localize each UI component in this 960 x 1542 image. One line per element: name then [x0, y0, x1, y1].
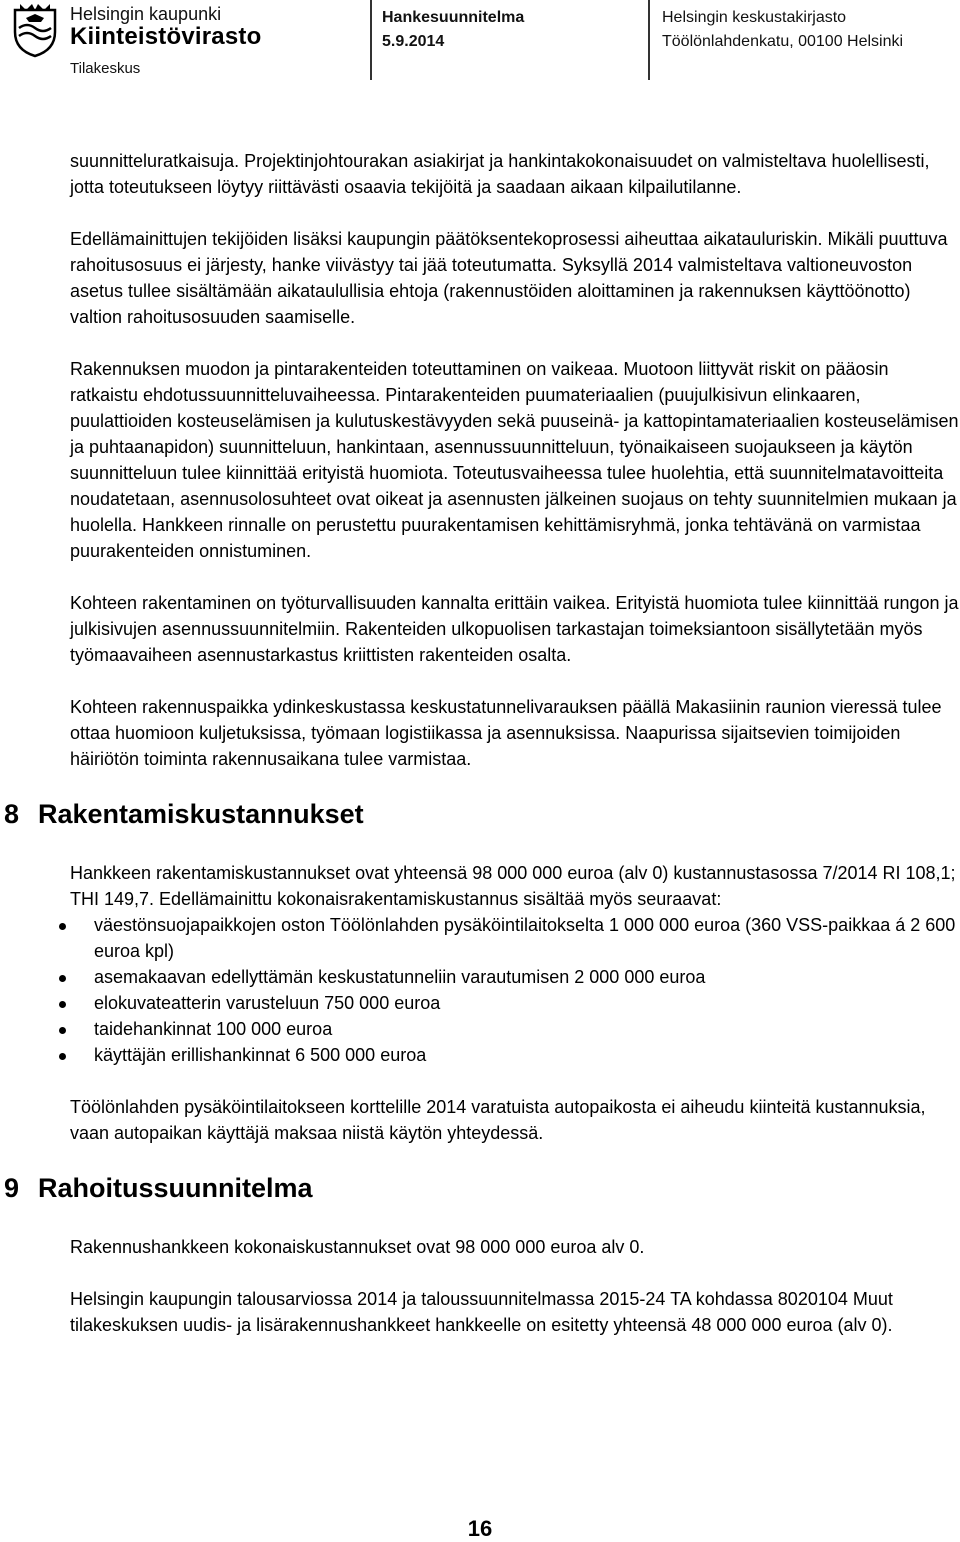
document-date: 5.9.2014 — [382, 33, 445, 50]
project-name: Helsingin keskustakirjasto — [662, 9, 847, 26]
section-number: 9 — [4, 1173, 20, 1203]
paragraph: suunnitteluratkaisuja. Projektinjohtourakan asiakirjat ja hankintakokonaisuudet on valmisteltava huolellisesti, jotta toteutukseen löytyy riittävästi osaavia tekijöitä ja saadaan aikaan kilpailutilanne. — [70, 151, 930, 197]
section-heading-9 — [4, 1172, 960, 1204]
paragraph: Edellämainittujen tekijöiden lisäksi kaupungin päätöksentekoprosessi aiheuttaa aikatauluriskin. Mikäli puuttuva rahoitusosuus ei järjesty, hanke viivästyy tai jää toteutumatta. Syksyllä 2014 valmisteltava valtioneuvoston asetus tullee sisältämään aikataulullisia ehtoja (rakennustöiden aloittaminen ja rakennuksen käyttöönotto) valtion rahoitusosuuden saamiselle. — [70, 229, 948, 327]
paragraph: Helsingin kaupungin talousarviossa 2014 ja taloussuunnitelmassa 2015-24 TA kohdassa 8020104 Muut tilakeskuksen uudis- ja lisärakennushankkeet hankkeelle on esitetty yhteensä 48 000 000 euroa (alv 0). — [70, 1289, 893, 1335]
section-title: Rakentamiskustannukset — [38, 799, 364, 829]
helsinki-crest-icon — [12, 2, 58, 58]
section-heading-8 — [4, 798, 960, 830]
organization-name — [70, 4, 261, 50]
document-info — [382, 6, 524, 54]
page-header — [0, 0, 960, 84]
list-item: väestönsuojapaikkojen oston Töölönlahden pysäköintilaitokselta 1 000 000 euroa (360 VSS-paikkaa á 2 600 euroa kpl) — [70, 912, 960, 964]
org-line-2: Kiinteistövirasto — [70, 23, 262, 50]
document-title: Hankesuunnitelma — [382, 9, 525, 26]
list-item: käyttäjän erillishankinnat 6 500 000 euroa — [70, 1042, 960, 1068]
org-unit: Tilakeskus — [70, 60, 141, 77]
section-number: 8 — [4, 799, 20, 829]
paragraph: Rakennushankkeen kokonaiskustannukset ovat 98 000 000 euroa alv 0. — [70, 1237, 645, 1257]
cost-items-list — [70, 912, 960, 1068]
org-line-1: Helsingin kaupunki — [70, 4, 222, 24]
page-content — [4, 148, 960, 1364]
list-item: taidehankinnat 100 000 euroa — [70, 1016, 960, 1042]
header-divider — [648, 0, 650, 80]
paragraph: Hankkeen rakentamiskustannukset ovat yhteensä 98 000 000 euroa (alv 0) kustannustasossa 7/2014 RI 108,1; THI 149,7. Edellämainittu kokonaisrakentamiskustannus sisältää myös seuraavat: — [70, 863, 956, 909]
paragraph: Töölönlahden pysäköintilaitokseen korttelille 2014 varatuista autopaikosta ei aiheudu kiinteitä kustannuksia, vaan autopaikan käyttäjä maksaa niistä käytön yhteydessä. — [70, 1097, 926, 1143]
section-title: Rahoitussuunnitelma — [38, 1173, 313, 1203]
project-info — [662, 6, 903, 54]
list-item: asemakaavan edellyttämän keskustatunneliin varautumisen 2 000 000 euroa — [70, 964, 960, 990]
paragraph: Kohteen rakennuspaikka ydinkeskustassa keskustatunnelivarauksen päällä Makasiinin raunion vieressä tulee ottaa huomioon kuljetuksissa, työmaan logistiikassa ja asennuksissa. Naapurissa sijaitsevien toimijoiden häiriötön toiminta rakennusaikana tulee varmistaa. — [70, 697, 942, 769]
page-number: 16 — [467, 1516, 493, 1541]
header-divider — [370, 0, 372, 80]
list-item: elokuvateatterin varusteluun 750 000 euroa — [70, 990, 960, 1016]
paragraph: Kohteen rakentaminen on työturvallisuuden kannalta erittäin vaikea. Erityistä huomiota tulee kiinnittää rungon ja julkisivujen asennussuunnitelmiin. Rakenteiden ulkopuolisen tarkastajan toimeksiantoon sisällytetään myös työmaavaiheen asennustarkastus kriittisten rakenteiden osalta. — [70, 593, 959, 665]
paragraph: Rakennuksen muodon ja pintarakenteiden toteuttaminen on vaikeaa. Muotoon liittyvät riskit on pääosin ratkaistu ehdotussuunnitteluvaiheessa. Pintarakenteiden puumateriaalien (puujulkisivun elinkaaren, puulattioiden kosteuselämisen ja kulutuskestävyyden sekä puuseinä- ja kattopintamateriaalien kosteuselämisen ja puhtaanapidon) suunnitteluun, hankintaan, asennussuunnitteluun, työnaikaiseen suojaukseen ja käytön suunnitteluun tulee kiinnittää erityistä huomiota. Toteutusvaiheessa tulee huolehtia, että suunnitelmatavoitteita noudatetaan, asennusolosuhteet ovat oikeat ja asennusten jälkeinen suojaus on tehty suunnitelmien mukaan ja huolella. Hankkeen rinnalle on perustettu puurakentamisen kehittämisryhmä, jonka tehtävänä on varmistaa puurakenteiden onnistuminen. — [70, 359, 959, 561]
project-address: Töölönlahdenkatu, 00100 Helsinki — [662, 33, 904, 50]
